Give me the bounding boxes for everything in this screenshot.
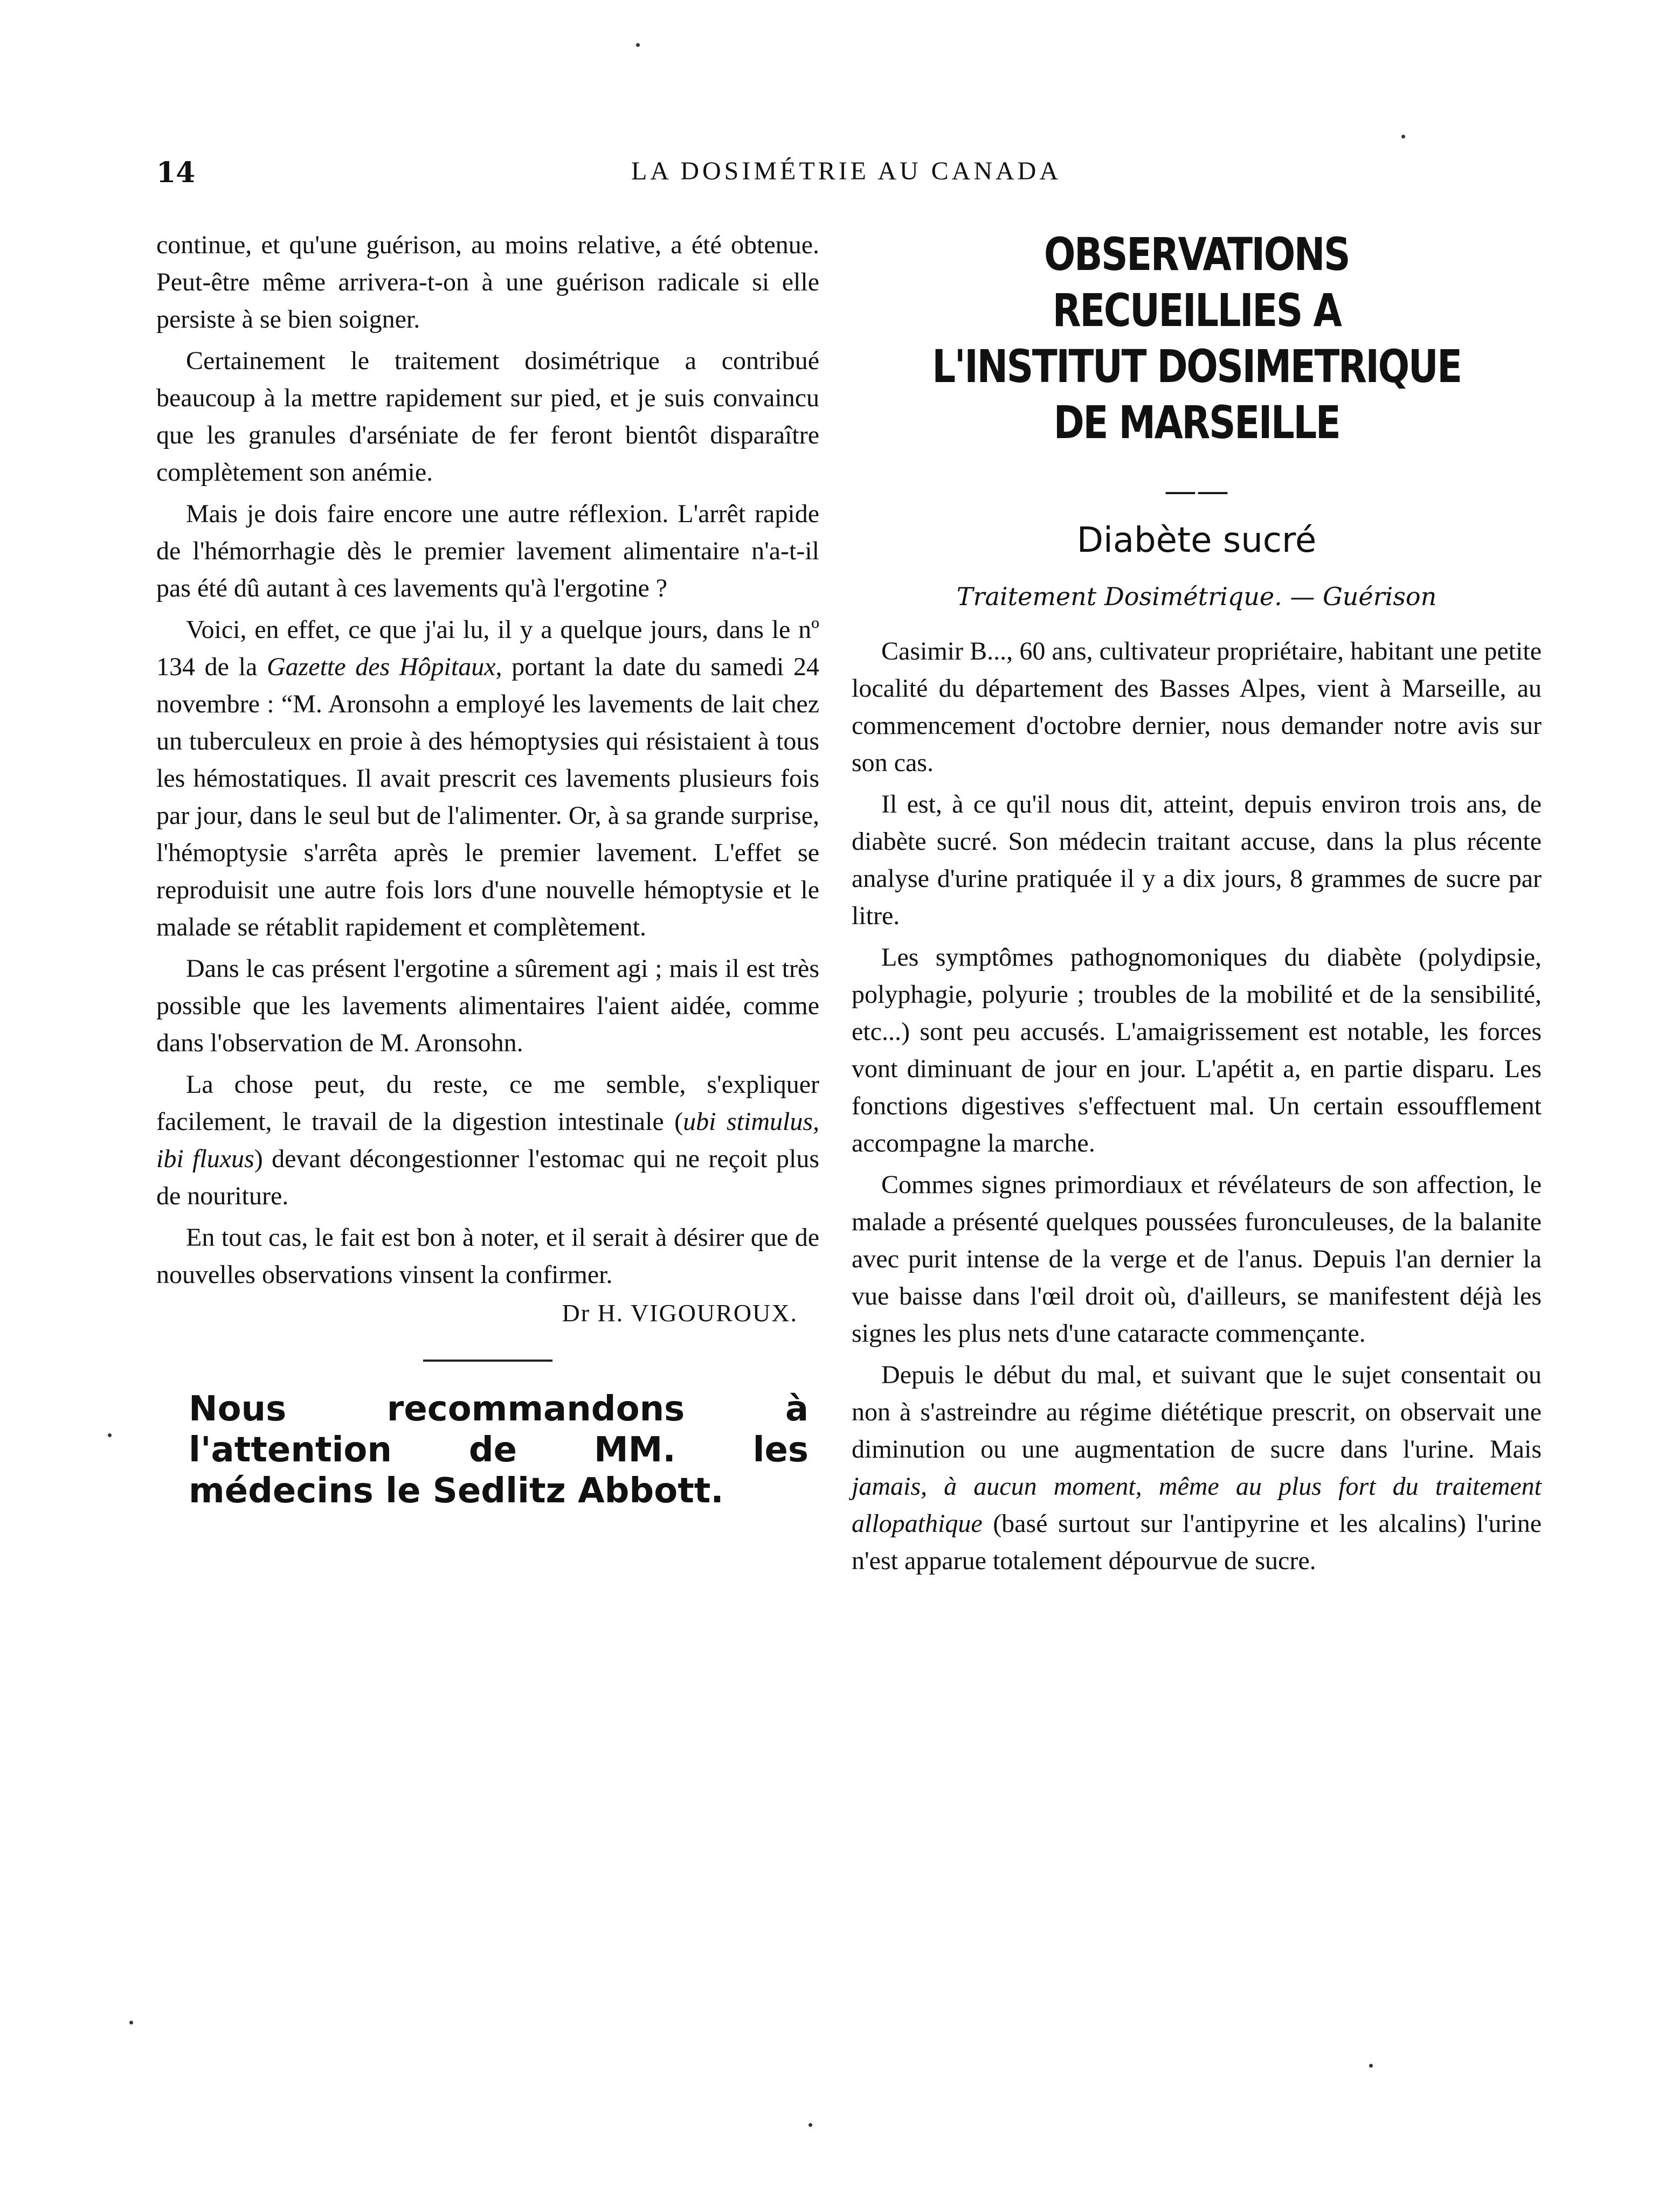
paragraph: Casimir B..., 60 ans, cultivateur propriétaire, habitant une petite localité du département des Basses Alpes, vient à Marseille, au commencement d'octobre dernier, nous demander notre avis sur son cas. <box>852 637 1542 777</box>
treatment-line: Traitement Dosimétrique. — Guérison <box>956 582 1437 611</box>
paragraph: Certainement le traitement dosimétrique a contribué beaucoup à la mettre rapidement sur pied, et je suis convaincu que les granules d'arséniate de fer feront bientôt disparaître complètement son anémie. <box>156 346 819 487</box>
latin-phrase: ubi stimulus, ibi fluxus <box>156 1107 819 1173</box>
paragraph: continue, et qu'une guérison, au moins relative, a été obtenue. Peut-être même arrivera-t-on à une guérison radicale si elle persiste à se bien soigner. <box>156 231 819 334</box>
print-speck <box>129 2021 133 2024</box>
print-speck <box>108 1433 112 1437</box>
paragraph: Mais je dois faire encore une autre réflexion. L'arrêt rapide de l'hémorrhagie dès le premier lavement alimentaire n'a-t-il pas été dû autant à ces lavements qu'à l'ergotine ? <box>156 500 819 602</box>
emphasis: jamais, à aucun moment, même au plus fort du traitement allopathique <box>852 1472 1542 1538</box>
paragraph: Dans le cas présent l'ergotine a sûrement agi ; mais il est très possible que les lavements alimentaires l'aient aidée, comme dans l'observation de M. Aronsohn. <box>156 954 819 1057</box>
author-signature: Dr H. VIGOUROUX. <box>562 1299 798 1327</box>
paragraph-quote: Voici, en effet, ce que j'ai lu, il y a quelque jours, dans le nº 134 de la Gazette des Hôpitaux, portant la date du samedi 24 novembre : “M. Aronsohn a employé les lavements de lait chez un tuberculeux en proie à des hémoptysies qui résistaient à tous les hémostatiques. Il avait prescrit ces lavements plusieurs fois par jour, dans le seul but de l'alimenter. Or, à sa grande surprise, l'hémoptysie s'arrêta après le premier lavement. L'effet se reproduisit une autre fois lors d'une nouvelle hémoptysie et le malade se rétablit rapidement et complètement. <box>156 615 819 941</box>
journal-title: Gazette des Hôpitaux <box>266 653 496 681</box>
page-header <box>156 156 1536 199</box>
page-number: 14 <box>156 156 196 189</box>
paragraph: En tout cas, le fait est bon à noter, et il serait à désirer que de nouvelles observations vinsent la confirmer. <box>156 1223 819 1289</box>
paragraph: La chose peut, du reste, ce me semble, s'expliquer facilement, le travail de la digestion intestinale (ubi stimulus, ibi fluxus) devant décongestionner l'estomac qui ne reçoit plus de nouriture. <box>156 1070 820 1210</box>
print-speck <box>1369 2064 1373 2068</box>
left-column <box>156 226 819 1511</box>
print-speck <box>809 2123 812 2127</box>
paragraph: Les symptômes pathognomoniques du diabète (polydipsie, polyphagie, polyurie ; troubles de la mobilité et de la sensibilité, etc...) sont peu accusés. L'amaigrissement est notable, les forces vont diminuant de jour en jour. L'apétit a, en partie disparu. Les fonctions digestives s'effectuent mal. Un certain essoufflement accompagne la marche. <box>852 943 1542 1157</box>
paragraph: Commes signes primordiaux et révélateurs de son affection, le malade a présenté quelques poussées furonculeuses, de la balanite avec purit intense de la verge et de l'anus. Depuis l'an dernier la vue baisse dans l'œil droit où, d'ailleurs, se manifestent déjà les signes les plus nets d'une cataracte commençante. <box>852 1170 1542 1348</box>
advertisement: Nous recommandons à l'attention de MM. les médecins le Sedlitz Abbott. <box>189 1389 809 1511</box>
paragraph: Depuis le début du mal, et suivant que le sujet consentait ou non à s'astreindre au régime diététique prescrit, on observait une diminution ou une augmentation de sucre dans l'urine. Mais jamais, à aucun moment, même au plus fort du traitement allopathique (basé surtout sur l'antipyrine et les alcalins) l'urine n'est apparue totalement dépourvue de sucre. <box>852 1361 1542 1575</box>
divider <box>423 1360 552 1362</box>
print-speck <box>636 43 640 47</box>
running-title: LA DOSIMÉTRIE AU CANADA <box>631 157 1061 185</box>
paragraph: Il est, à ce qu'il nous dit, atteint, depuis environ trois ans, de diabète sucré. Son médecin traitant accuse, dans la plus récente analyse d'urine pratiquée il y a dix jours, 8 grammes de sucre par litre. <box>852 790 1542 930</box>
article-subtitle: Diabète sucré <box>1076 521 1317 560</box>
title-dash: —— <box>1164 472 1229 510</box>
right-column <box>852 226 1542 1584</box>
article-title: OBSERVATIONS RECUEILLIES A L'INSTITUT DOSIMETRIQUE DE MARSEILLE <box>932 228 1461 449</box>
print-speck <box>1401 135 1405 138</box>
